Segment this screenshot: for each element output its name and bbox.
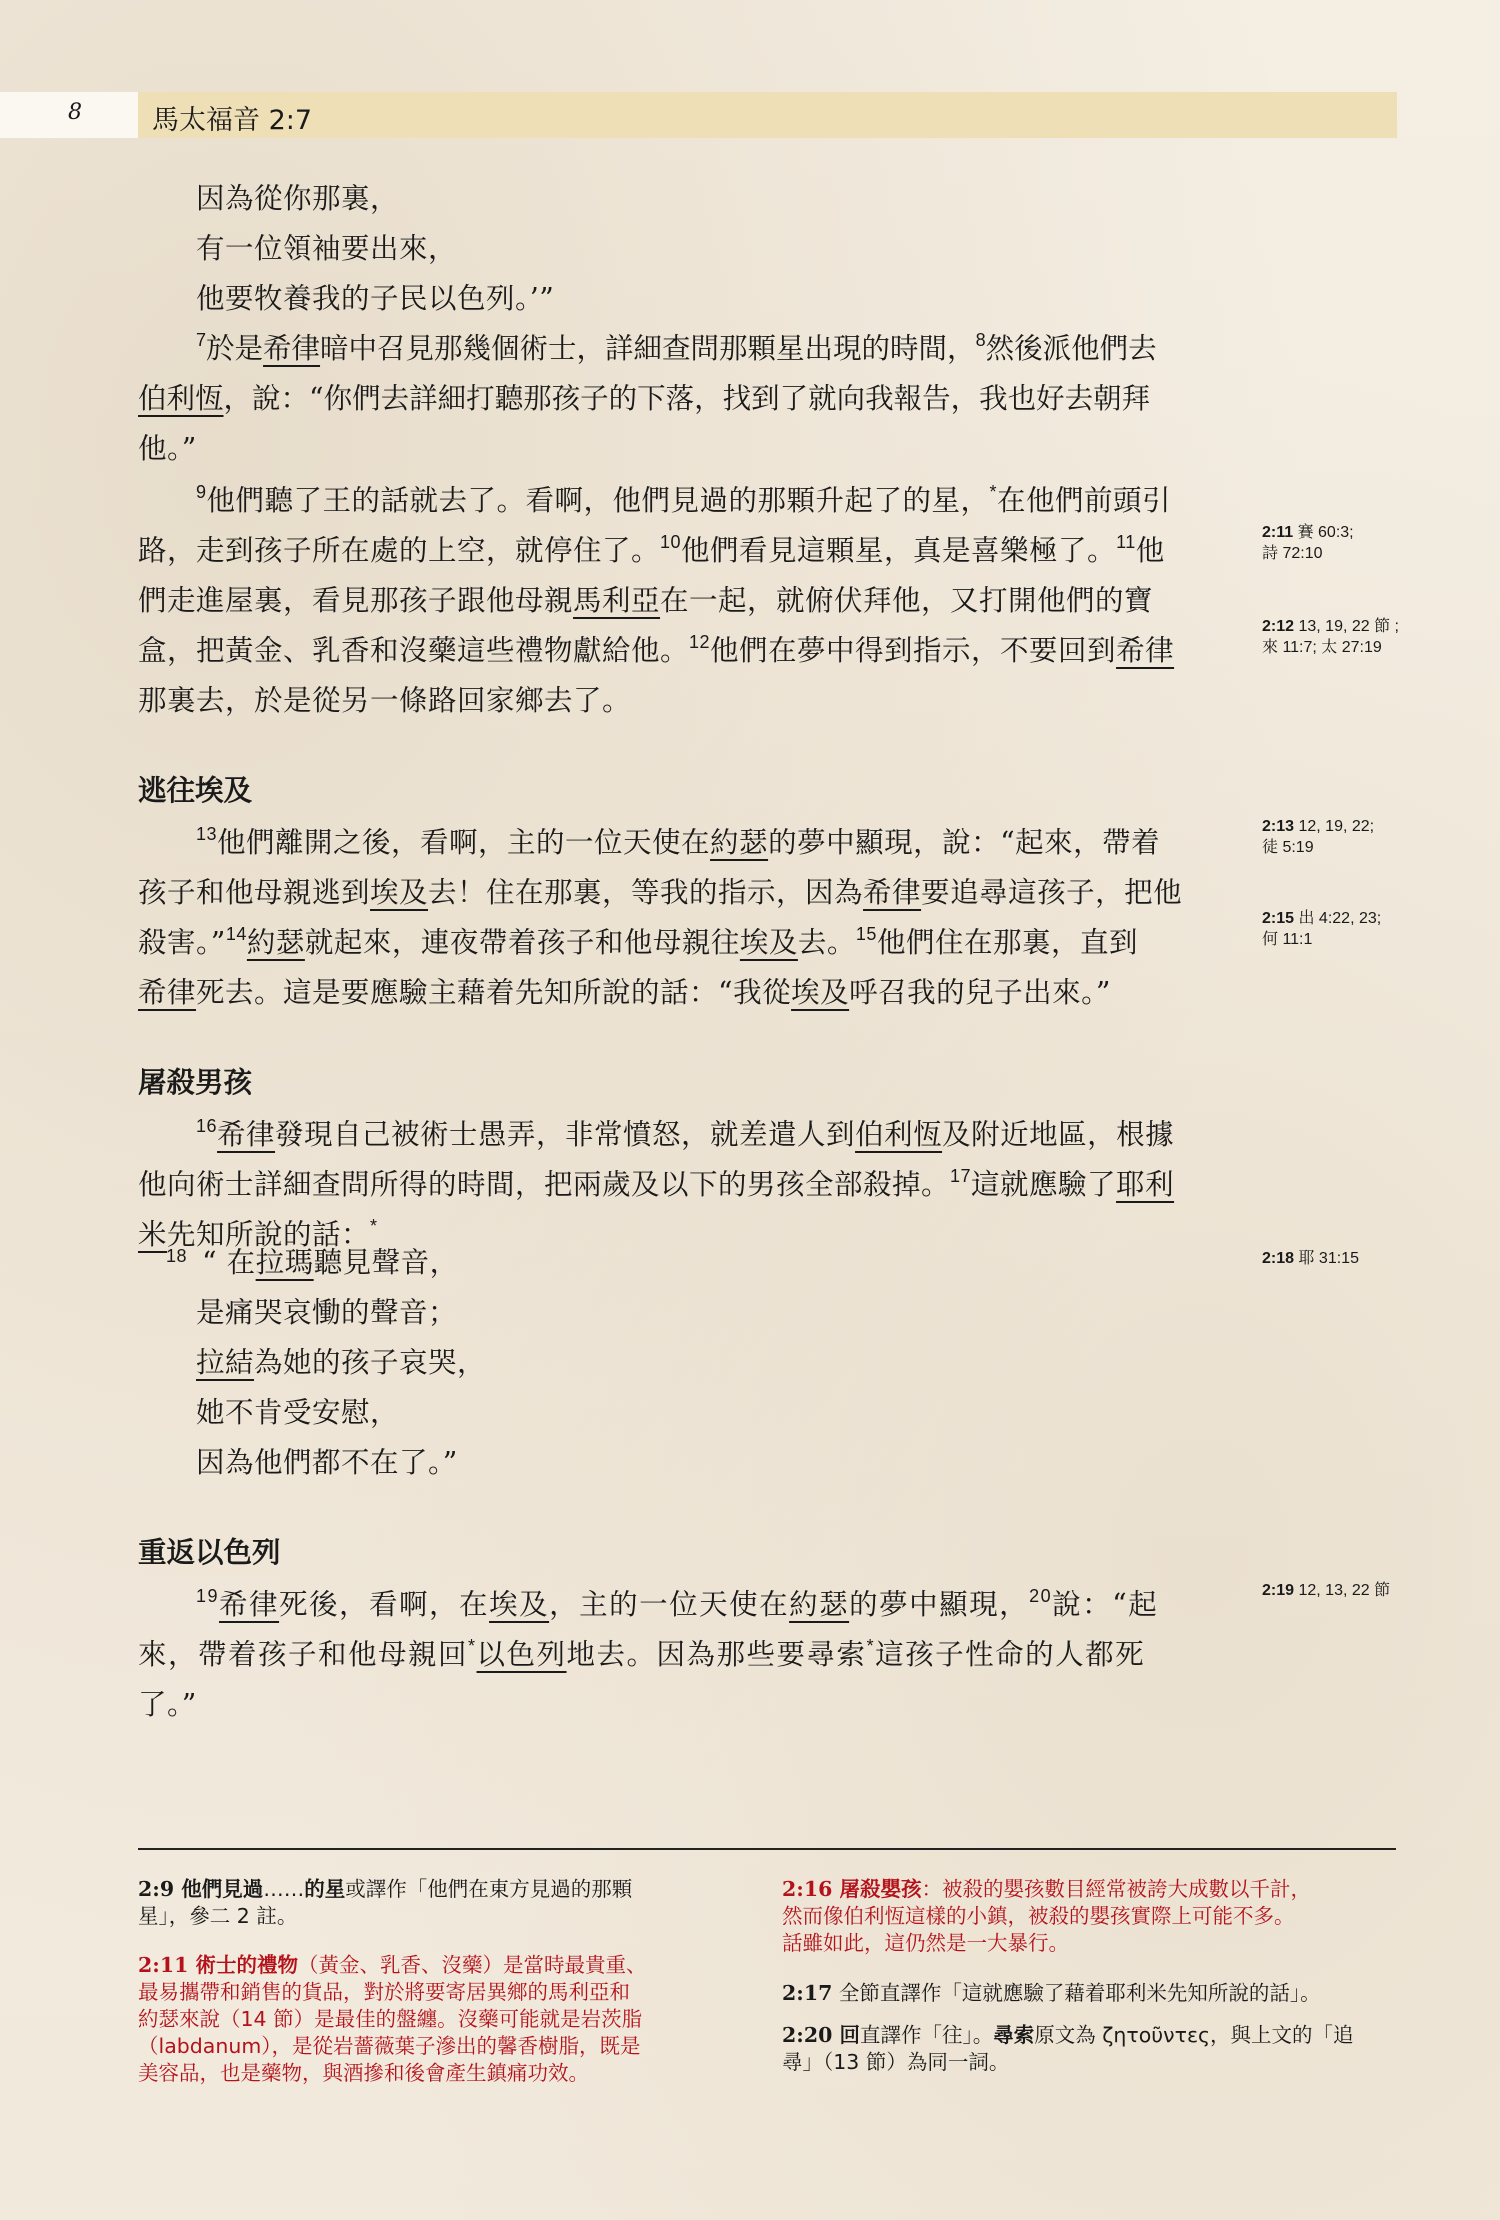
- verse-9-line-3: 們走進屋裏，看見那孩子跟他母親馬利亞在一起，就俯伏拜他，又打開他們的寶: [138, 584, 1154, 617]
- verse-7-line-3: 他。”: [138, 432, 197, 465]
- cross-reference: 2:15 出 4:22, 23; 何 11:1: [1262, 910, 1382, 948]
- poem-line: 有一位領袖要出來，: [196, 232, 458, 265]
- page-number: 8: [68, 100, 82, 125]
- running-header-title: 馬太福音 2:7: [152, 105, 313, 136]
- poem-line: 拉結為她的孩子哀哭，: [196, 1346, 487, 1379]
- poem-line: 她不肯受安慰，: [196, 1396, 400, 1429]
- name-mary: 馬利亞: [573, 584, 661, 617]
- verse-16-line-1: $^{16}$希律發現自己被術士愚弄，非常憤怒，就差遣人到伯利恆及附近地區，根據: [196, 1116, 1175, 1151]
- verse-number: 9: [196, 482, 207, 502]
- verse-14-line: 殺害。”$^{14}$約瑟就起來，連夜帶着孩子和他母親往埃及去。$^{15}$他們住在那裏，直到: [138, 924, 1138, 959]
- poem-line: 因為他們都不在了。”: [196, 1446, 458, 1479]
- cross-reference: 2:13 12, 19, 22; 徒 5:19: [1262, 818, 1375, 856]
- verse-16-line-2: 他向術士詳細查問所得的時間，把兩歲及以下的男孩全部殺掉。$^{17}$這就應驗了耶利: [138, 1166, 1175, 1201]
- verse-number: 10: [660, 532, 682, 552]
- verse-number: 7: [196, 330, 207, 350]
- verse-number: 8: [975, 330, 986, 350]
- verse-number: 18: [166, 1246, 188, 1266]
- section-heading: 重返以色列: [138, 1535, 281, 1569]
- footnote-divider: [138, 1848, 1396, 1850]
- verse-7-line-1: $^7$於是希律暗中召見那幾個術士，詳細查問那顆星出現的時間，$^8$然後派他們去: [196, 330, 1157, 365]
- section-heading: 逃往埃及: [138, 773, 253, 807]
- cross-reference: 2:11 賽 60:3; 詩 72:10: [1262, 524, 1354, 562]
- verse-9-line-5: 那裏去，於是從另一條路回家鄉去了。: [138, 684, 632, 717]
- poem-line: 因為從你那裏，: [196, 182, 400, 215]
- name-herod: 希律: [263, 332, 321, 365]
- footnote-star: *: [989, 482, 998, 502]
- cross-reference: 2:18 耶 31:15: [1262, 1250, 1359, 1267]
- place-bethlehem: 伯利恆: [138, 382, 224, 415]
- footnote-2-9: 2:9 他們見過……的星或譯作「他們在東方見過的那顆 星」，參二 2 註。: [138, 1877, 633, 1928]
- poem-line: 他要牧養我的子民以色列。’”: [196, 282, 555, 315]
- verse-13-line-2: 孩子和他母親逃到埃及去！住在那裏，等我的指示，因為希律要追尋這孩子，把他: [138, 876, 1183, 909]
- verse-9-line-1: $^9$他們聽了王的話就去了。看啊，他們見過的那顆升起了的星，*在他們前頭引: [196, 482, 1172, 517]
- verse-13-line-1: $^{13}$他們離開之後，看啊，主的一位天使在約瑟的夢中顯現，說：“起來，帶着: [196, 824, 1161, 859]
- cross-reference: 2:12 13, 19, 22 節 ; 來 11:7; 太 27:19: [1262, 618, 1399, 656]
- verse-19-line-1: $^{19}$希律死後，看啊，在埃及，主的一位天使在約瑟的夢中顯現，$^{20}$說：“起: [196, 1586, 1159, 1621]
- section-heading: 屠殺男孩: [138, 1065, 253, 1099]
- footnote-2-11: 2:11 術士的禮物（黃金、乳香、沒藥）是當時最貴重、 最易攜帶和銷售的貨品，對於將要寄居異鄉的馬利亞和 約瑟來說（14 節）是最佳的盤纏。沒藥可能就是岩茨脂 （labdanum），是從岩薔薇葉子滲出的馨香樹脂，既是 美容品，也是藥物，與酒摻和後會產生鎮痛功效。: [138, 1953, 647, 2085]
- poem-line: 是痛哭哀慟的聲音；: [196, 1296, 458, 1329]
- poem-line: “ 在拉瑪聽見聲音，: [202, 1246, 459, 1279]
- footnote-2-20: 2:20 回直譯作「往」。尋索原文為 ζητοῦντες，與上文的「追 尋」（13 節）為同一詞。: [782, 2023, 1354, 2074]
- name-herod: 希律: [1116, 634, 1175, 667]
- verse-17-line: 米先知所說的話：*: [138, 1216, 378, 1251]
- cross-reference: 2:19 12, 13, 22 節: [1262, 1582, 1391, 1599]
- verse-20-line-2: 來，帶着孩子和他母親回*以色列地去。因為那些要尋索*這孩子性命的人都死: [138, 1636, 1146, 1671]
- footnote-2-17: 2:17 全節直譯作「這就應驗了藉着耶利米先知所說的話」。: [782, 1981, 1321, 2005]
- verse-number: 12: [689, 632, 711, 652]
- verse-9-line-2: 路，走到孩子所在處的上空，就停住了。$^{10}$他們看見這顆星，真是喜樂極了。$^{11}$他: [138, 532, 1165, 567]
- footnote-2-16: 2:16 屠殺嬰孩：被殺的嬰孩數目經常被誇大成數以千計， 然而像伯利恆這樣的小鎮，被殺的嬰孩實際上可能不多。 話雖如此，這仍然是一大暴行。: [782, 1877, 1311, 1955]
- verse-20-line-3: 了。”: [138, 1688, 197, 1721]
- verse-15-line: 希律死去。這是要應驗主藉着先知所說的話：“我從埃及呼召我的兒子出來。”: [138, 976, 1111, 1009]
- verse-9-line-4: 盒，把黃金、乳香和沒藥這些禮物獻給他。$^{12}$他們在夢中得到指示，不要回到希律: [138, 632, 1175, 667]
- verse-number: 11: [1116, 532, 1136, 552]
- verse-7-line-2: 伯利恆，說：“你們去詳細打聽那孩子的下落，找到了就向我報告，我也好去朝拜: [138, 382, 1151, 415]
